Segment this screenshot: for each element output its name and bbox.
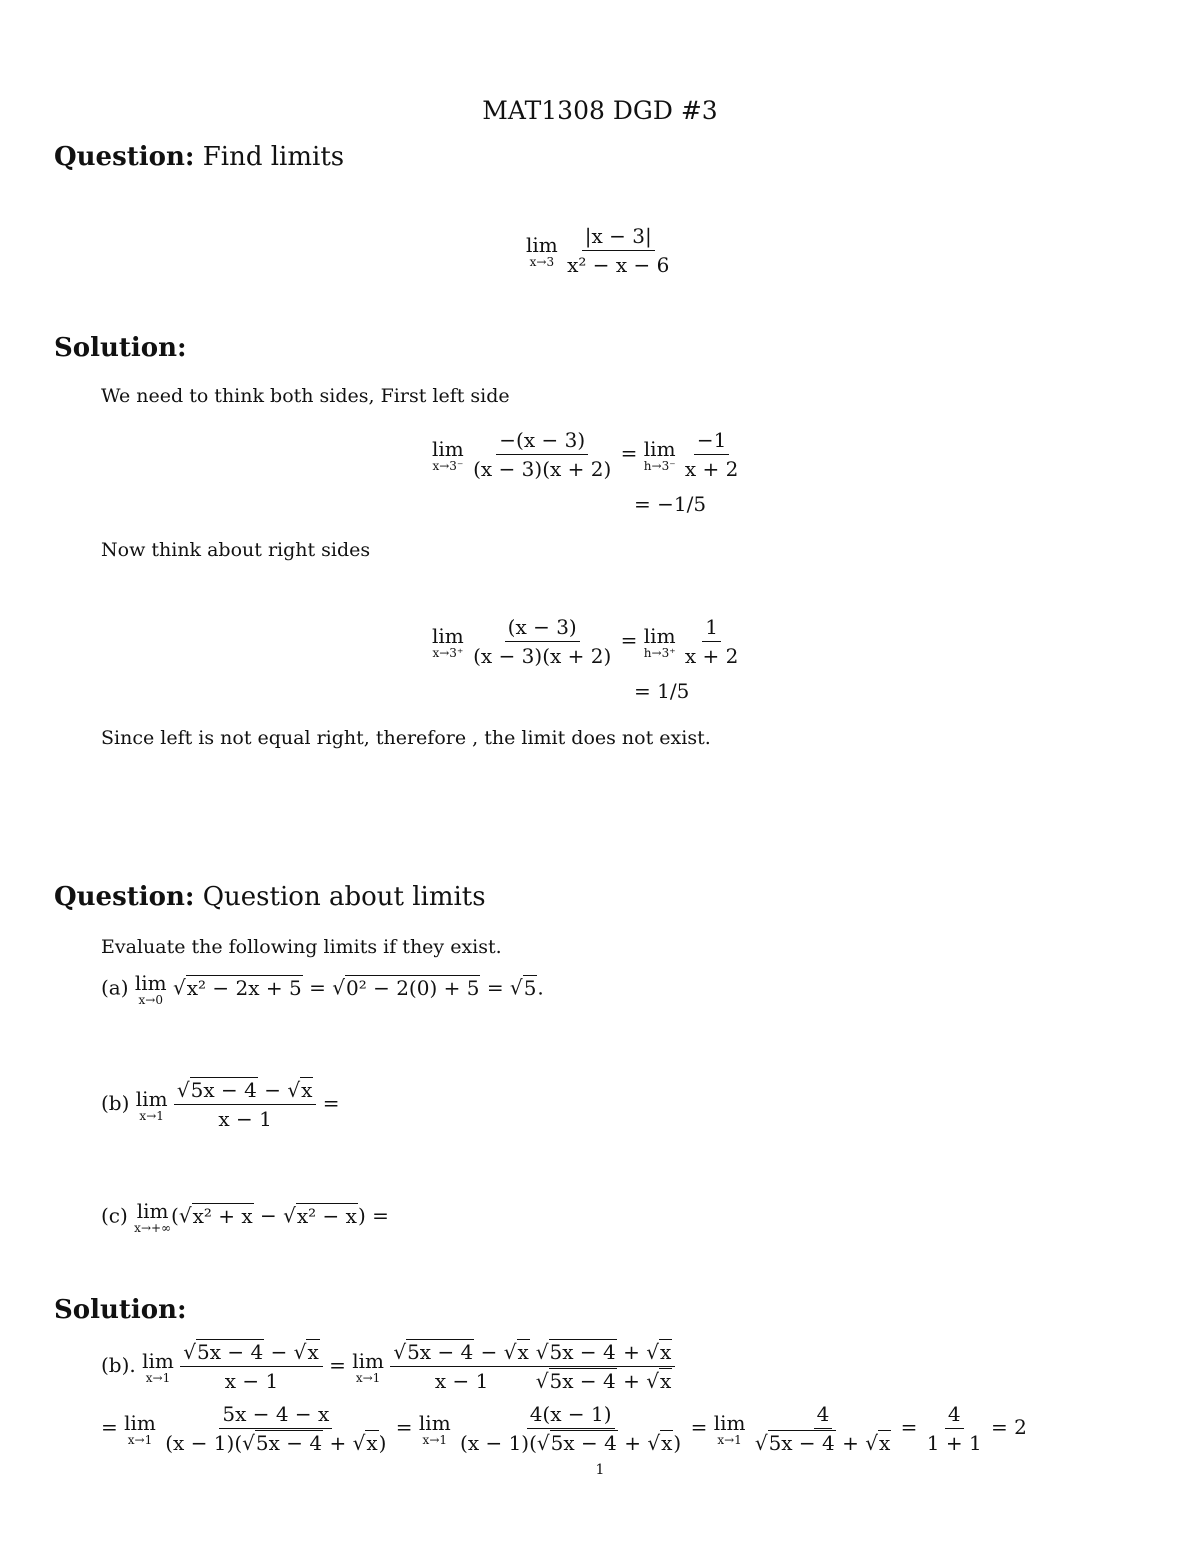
limit-operator: lim x→1 (418, 1410, 451, 1447)
part-b-fraction: $\frac{√5x - 4 - √x}{x - 1}$ (174, 1078, 316, 1131)
limit-operator: lim x→1 (124, 1410, 156, 1447)
solution-b-fraction-5: $\frac{4(x - 1)}{(x - 1)(√5x - 4 + √x)}$ (460, 1402, 682, 1455)
right-fraction-2: $\frac{1}{x + 2}$ (684, 615, 739, 668)
question-text: Find limits (202, 142, 345, 172)
limit-operator: lim x→1 (352, 1348, 384, 1385)
solution-heading-2: Solution: (54, 1295, 187, 1325)
final-answer: = 2 (991, 1415, 1027, 1439)
question-heading-2: Question: Question about limits (54, 882, 486, 912)
fraction-denominator: x² − x − 6 (567, 253, 670, 277)
main-limit-expression (526, 224, 672, 277)
part-b: (b) lim x→1 $\frac{√5x - 4 - √x}{x - 1}$ = (101, 1078, 340, 1131)
limit-operator: lim x→0 (134, 971, 167, 1007)
part-c: (c) lim x→+∞ (√x² + x − √x² − x) = (101, 1199, 389, 1235)
solution-b-fraction-6: $\frac{4}{√5x - 4 + √x}$ (754, 1402, 891, 1455)
solution-b-fraction-2: $\frac{√5x - 4 - √x}{x - 1}$ (390, 1340, 532, 1393)
limit-operator: lim x→+∞ (134, 1199, 172, 1235)
left-fraction-1: $\frac{-(x - 3)}{(x - 3)(x + 2)}$ (473, 428, 612, 481)
solution-b-fraction-7: $\frac{4}{1 + 1}$ (926, 1402, 982, 1455)
limit-operator: lim x→1 (135, 1086, 168, 1123)
limit-operator: lim h→3⁻ (643, 436, 676, 473)
left-fraction-2: $\frac{-1}{x + 2}$ (684, 428, 739, 481)
part-a: (a) lim x→0 √x² − 2x + 5 = √0² − 2(0) + 5 = √5. (101, 971, 544, 1007)
right-fraction-1: $\frac{(x - 3)}{(x - 3)(x + 2)}$ (473, 615, 612, 668)
limit-operator: lim h→3⁺ (643, 623, 676, 660)
instruction-text: Evaluate the following limits if they exist. (101, 936, 502, 958)
right-limit-result: = 1/5 (634, 679, 690, 703)
right-side-intro: Now think about right sides (101, 539, 371, 561)
limit-fraction (564, 224, 672, 277)
solution-intro: We need to think both sides, First left side (101, 385, 510, 407)
left-limit-equation: lim x→3⁻ $\frac{-(x - 3)}{(x - 3)(x + 2)}$ = lim h→3⁻ $\frac{-1}{x + 2}$ (432, 428, 741, 481)
left-limit-result: = −1/5 (634, 492, 707, 516)
question-heading-1 (54, 142, 344, 172)
limit-operator: lim x→3 (526, 232, 558, 269)
limit-operator: lim x→3⁺ (432, 623, 464, 660)
limit-operator: lim x→3⁻ (432, 436, 464, 473)
right-limit-equation: lim x→3⁺ $\frac{(x - 3)}{(x - 3)(x + 2)}$ = lim h→3⁺ $\frac{1}{x + 2}$ (432, 615, 741, 668)
fraction-numerator: |x − 3| (582, 224, 655, 251)
conclusion-text: Since left is not equal right, therefore , the limit does not exist. (101, 727, 711, 749)
solution-b-line-2: = lim x→1 $\frac{5x - 4 - x}{(x - 1)(√5x - 4 + √x)}$ = lim x→1 $\frac{4(x - 1)}{(x - 1)(√5x - 4 + √x)}$ = lim x→1 $\frac{4}{√5x - 4 + √x}$ = $\frac{4}{1 + 1}$ = 2 (101, 1402, 1027, 1455)
solution-b-line-1: (b). lim x→1 $\frac{√5x - 4 - √x}{x - 1}$ = lim x→1 $\frac{√5x - 4 - √x}{x - 1}$ $\frac{√5x - 4 + √x}{√5x - 4 + √x}$ (101, 1340, 675, 1393)
solution-b-fraction-1: $\frac{√5x - 4 - √x}{x - 1}$ (180, 1340, 322, 1393)
page-title: MAT1308 DGD #3 (482, 96, 718, 125)
limit-operator: lim x→1 (713, 1410, 746, 1447)
solution-b-fraction-3: $\frac{√5x - 4 + √x}{√5x - 4 + √x}$ (533, 1340, 675, 1393)
question-label: Question: (54, 142, 195, 172)
page-number: 1 (595, 1462, 605, 1478)
limit-operator: lim x→1 (142, 1348, 174, 1385)
solution-heading-1: Solution: (54, 333, 187, 363)
solution-b-fraction-4: $\frac{5x - 4 - x}{(x - 1)(√5x - 4 + √x)}$ (165, 1402, 387, 1455)
